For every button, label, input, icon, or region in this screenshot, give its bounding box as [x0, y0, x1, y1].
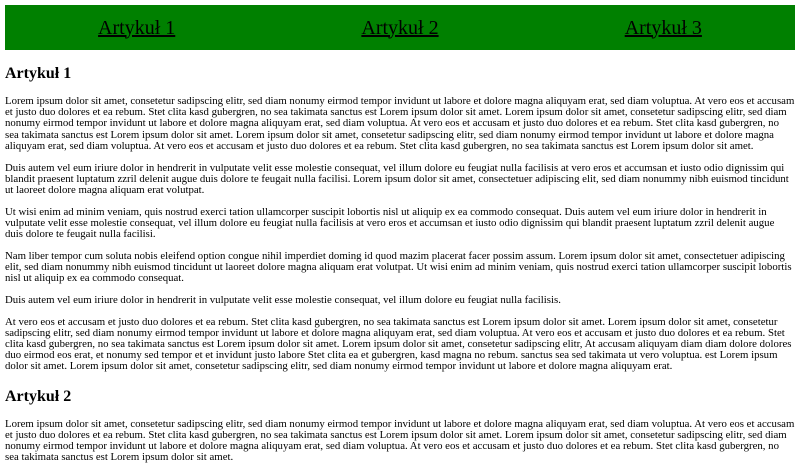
article-title: Artykuł 2 — [5, 387, 72, 405]
article-paragraph: Lorem ipsum dolor sit amet, consetetur sadipscing elitr, sed diam nonumy eirmod tempor invidunt ut labore et dolore magna aliquyam erat, sed diam voluptua. At vero eos et accusam et justo duo dolores et ea rebum. Stet clita kasd gubergren, no sea takimata sanctus est Lorem ipsum dolor sit amet. Lorem ipsum dolor sit amet, consetetur sadipscing elitr, sed diam nonumy eirmod tempor invidunt ut labore et dolore magna aliquyam erat, sed diam voluptua. At vero eos et accusam et justo duo dolores et ea rebum. Stet clita kasd gubergren, no sea takimata sanctus est Lorem ipsum dolor sit amet. Lorem ipsum dolor sit amet, consetetur sadipscing elitr, sed diam nonumy eirmod tempor invidunt ut labore et dolore magna aliquyam erat, sed diam voluptua. At vero eos et accusam et justo duo dolores et ea rebum. Stet clita kasd gubergren, no sea takimata sanctus est Lorem ipsum dolor sit amet. — [5, 95, 795, 152]
article-paragraph: At vero eos et accusam et justo duo dolores et ea rebum. Stet clita kasd gubergren, no sea takimata sanctus est Lorem ipsum dolor sit amet. Lorem ipsum dolor sit amet, consetetur sadipscing elitr, sed diam nonumy eirmod tempor invidunt ut labore et dolore magna aliquyam erat, sed diam voluptua. At vero eos et accusam et justo duo dolores et ea rebum. Stet clita kasd gubergren, no sea takimata sanctus est Lorem ipsum dolor sit amet. Lorem ipsum dolor sit amet, consetetur sadipscing elitr, At accusam aliquyam diam diam dolore dolores duo eirmod eos erat, et nonumy sed tempor et et invidunt justo labore Stet clita ea et gubergren, kasd magna no rebum. sanctus sea sed takimata ut vero voluptua. est Lorem ipsum dolor sit amet. Lorem ipsum dolor sit amet, consetetur sadipscing elitr, sed diam nonumy eirmod tempor invidunt ut labore et dolore magna aliquyam erat. — [5, 315, 792, 373]
nav-link-artykul-3[interactable]: Artykuł 3 — [624, 16, 702, 39]
article-title: Artykuł 1 — [5, 65, 72, 82]
article-1 — [5, 65, 795, 373]
article-paragraph: Duis autem vel eum iriure dolor in hendrerit in vulputate velit esse molestie consequat, vel illum dolore eu feugiat nulla facilisis. — [5, 293, 561, 306]
top-nav — [5, 5, 795, 50]
article-paragraph: Duis autem vel eum iriure dolor in hendrerit in vulputate velit esse molestie consequat, vel illum dolore eu feugiat nulla facilisis at vero eros et accumsan et iusto odio dignissim qui blandit praesent luptatum zzril delenit augue duis dolore te feugait nulla facilisi. Lorem ipsum dolor sit amet, consectetuer adipiscing elit, sed diam nonummy nibh euismod tincidunt ut laoreet dolore magna aliquam erat volutpat. — [5, 161, 789, 196]
nav-link-artykul-1[interactable]: Artykuł 1 — [98, 16, 176, 39]
article-paragraph: Lorem ipsum dolor sit amet, consetetur sadipscing elitr, sed diam nonumy eirmod tempor invidunt ut labore et dolore magna aliquyam erat, sed diam voluptua. At vero eos et accusam et justo duo dolores et ea rebum. Stet clita kasd gubergren, no sea takimata sanctus est Lorem ipsum dolor sit amet. Lorem ipsum dolor sit amet, consetetur sadipscing elitr, sed diam nonumy eirmod tempor invidunt ut labore et dolore magna aliquyam erat, sed diam voluptua. At vero eos et accusam et justo duo dolores et ea rebum. Stet clita kasd gubergren, no sea takimata sanctus est Lorem ipsum dolor sit amet. — [5, 417, 795, 463]
article-paragraph: Nam liber tempor cum soluta nobis eleifend option congue nihil imperdiet doming id quod mazim placerat facer possim assum. Lorem ipsum dolor sit amet, consectetuer adipiscing elit, sed diam nonummy nibh euismod tincidunt ut laoreet dolore magna aliquam erat volutpat. Ut wisi enim ad minim veniam, quis nostrud exerci tation ullamcorper suscipit lobortis nisl ut aliquip ex ea commodo consequat. — [5, 249, 792, 285]
article-2 — [5, 388, 795, 463]
article-paragraph: Ut wisi enim ad minim veniam, quis nostrud exerci tation ullamcorper suscipit lobortis nisl ut aliquip ex ea commodo consequat. Duis autem vel eum iriure dolor in hendrerit in vulputate velit esse molestie consequat, vel illum dolore eu feugiat nulla facilisis at vero eros et accumsan et iusto odio dignissim qui blandit praesent luptatum zzril delenit augue duis dolore te feugait nulla facilisi. — [5, 205, 775, 241]
nav-link-artykul-2[interactable]: Artykuł 2 — [361, 16, 439, 39]
